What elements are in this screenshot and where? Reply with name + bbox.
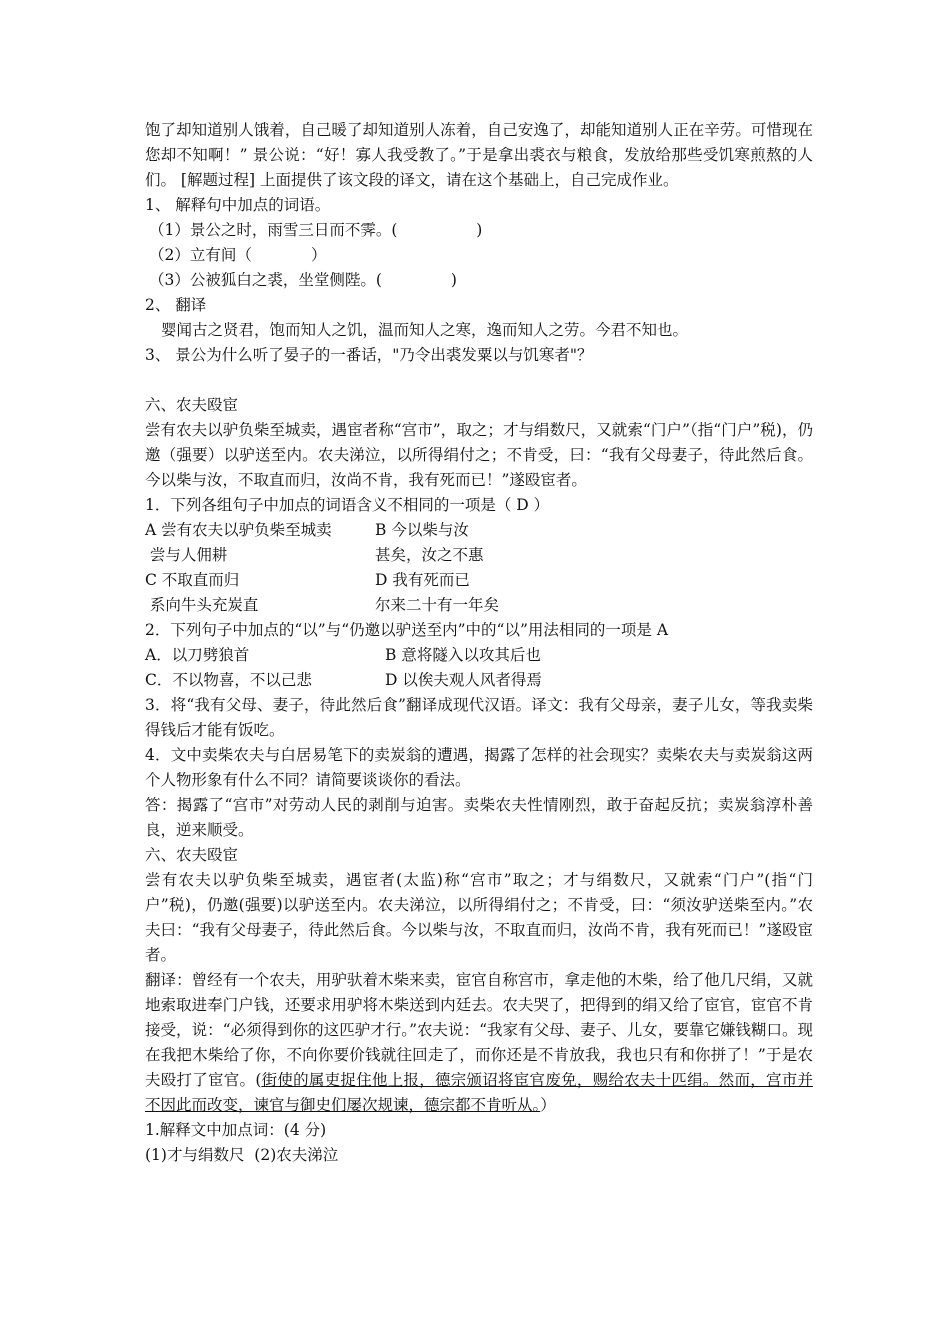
translation-text: 翻译：曾经有一个农夫，用驴驮着木柴来卖，宦官自称宫市，拿走他的木柴，给了他几尺绢，又就地索取进奉门户钱，还要求用驴将木柴送到内廷去。农夫哭了，把得到的绢又给了宦官，宦官不肯接受，说：“必须得到你的这匹驴才行。”农夫说：“我家有父母、妻子、儿女，要靠它嫌钱糊口。现在我把木柴给了你，不向你要价钱就往回走了，而你还是不肯放我，我也只有和你拼了！”于是农夫殴打了宦官。( bbox=[145, 971, 813, 1089]
translation-paragraph bbox=[145, 968, 813, 1118]
translation-close: ） bbox=[540, 1096, 556, 1114]
exercise-1-items: (1)才与绢数尺 (2)农夫涕泣 bbox=[145, 1146, 339, 1164]
exercise-1: 1.解释文中加点词：(4 分) bbox=[145, 1121, 327, 1139]
answer-analysis: 答：揭露了“宫市”对劳动人民的剥削与迫害。卖柴农夫性情刚烈，敢于奋起反抗；卖炭翁淳朴善良，逆来顺受。 bbox=[145, 796, 813, 839]
mc-1-row bbox=[145, 518, 813, 543]
mc-2-option-c: C．不以物喜，不以己悲 bbox=[145, 671, 312, 689]
mc-1-option-c-compare: 系向牛头充炭直 bbox=[145, 596, 259, 614]
question-1: 1、 解释句中加点的词语。 bbox=[145, 196, 331, 214]
document-page bbox=[145, 118, 813, 1168]
mc-2-option-d: D 以俟夫观人风者得焉 bbox=[385, 671, 542, 689]
mc-question-2: 2．下列句子中加点的“以”与“仍邀以驴送至内”中的“以”用法相同的一项是 A bbox=[145, 621, 669, 639]
mc-1-row bbox=[145, 593, 813, 618]
section-text-repeat: 尝有农夫以驴负柴至城卖，遇宦者(太监)称“宫市”取之；才与绢数尺，又就索“门户”(指“门户”税)，仍邀(强要)以驴送至内。农夫涕泣，以所得绢付之；不肯受，曰：“须汝驴送柴至内。”农夫曰：“我有父母妻子，待此然后食。今以柴与汝，不取直而归，汝尚不肯，我有死而已！”遂殴宦者。 bbox=[145, 871, 813, 964]
question-1c: （3）公被狐白之裘，坐堂侧陛。( ) bbox=[149, 271, 457, 289]
question-analysis: 4．文中卖柴农夫与白居易笔下的卖炭翁的遭遇，揭露了怎样的社会现实？卖柴农夫与卖炭翁这两个人物形象有什么不同？请简要谈谈你的看法。 bbox=[145, 746, 813, 789]
mc-1-row bbox=[145, 543, 813, 568]
question-2: 2、 翻译 bbox=[145, 296, 207, 314]
intro-paragraph: 饱了却知道别人饿着，自己暖了却知道别人冻着，自己安逸了，却能知道别人正在辛劳。可惜现在您却不知啊！” 景公说：“好！寡人我受教了。”于是拿出裘衣与粮食，发放给那些受饥寒煎熬的人们。 [解题过程] 上面提供了该文段的译文，请在这个基础上，自己完成作业。 bbox=[145, 121, 813, 189]
mc-1-option-a-compare: 尝与人佣耕 bbox=[145, 546, 228, 564]
translation-underlined: 街使的属吏捉住他上报，德宗颁诏将宦官废免，赐给农夫十匹绢。然而，宫市并不因此而改变，谏官与御史们屡次规谏，德宗都不肯听从。 bbox=[145, 1071, 813, 1114]
section-title: 六、农夫殴宦 bbox=[145, 396, 239, 414]
question-1b: （2）立有间（ ） bbox=[149, 246, 327, 264]
mc-1-option-d-compare: 尔来二十有一年矣 bbox=[375, 596, 500, 614]
mc-1-option-a: A 尝有农夫以驴负柴至城卖 bbox=[145, 521, 332, 539]
section-title-repeat: 六、农夫殴宦 bbox=[145, 846, 239, 864]
section-text: 尝有农夫以驴负柴至城卖，遇宦者称“宫市”，取之；才与绢数尺，又就索“门户”（指“门户”税)，仍邀（强要）以驴送至内。农夫涕泣，以所得绢付之；不肯受，曰：“我有父母妻子，待此然后食。今以柴与汝，不取直而归，汝尚不肯，我有死而已！”遂殴宦者。 bbox=[145, 421, 813, 489]
mc-1-option-b: B 今以柴与汝 bbox=[375, 521, 469, 539]
mc-1-row bbox=[145, 568, 813, 593]
mc-2-option-b: B 意将隧入以攻其后也 bbox=[385, 646, 541, 664]
mc-2-option-a: A．以刀劈狼首 bbox=[145, 646, 250, 664]
mc-2-row bbox=[145, 643, 813, 668]
mc-2-row bbox=[145, 668, 813, 693]
mc-1-option-b-compare: 甚矣，汝之不惠 bbox=[375, 546, 484, 564]
mc-1-option-d: D 我有死而已 bbox=[375, 571, 470, 589]
question-translate: 3．将“我有父母、妻子，待此然后食”翻译成现代汉语。译文：我有父母亲，妻子儿女，等我卖柴得钱后才能有饭吃。 bbox=[145, 696, 813, 739]
question-1a: （1）景公之时，雨雪三日而不霁。( ) bbox=[149, 221, 483, 239]
question-3: 3、 景公为什么听了晏子的一番话，"乃令出裘发粟以与饥寒者"？ bbox=[145, 346, 593, 364]
blank-line bbox=[145, 368, 813, 393]
question-2-text: 婴闻古之贤君，饱而知人之饥，温而知人之寒，逸而知人之劳。今君不知也。 bbox=[161, 321, 689, 339]
mc-1-option-c: C 不取直而归 bbox=[145, 571, 240, 589]
mc-question-1: 1．下列各组句子中加点的词语含义不相同的一项是（ D ） bbox=[145, 496, 550, 514]
